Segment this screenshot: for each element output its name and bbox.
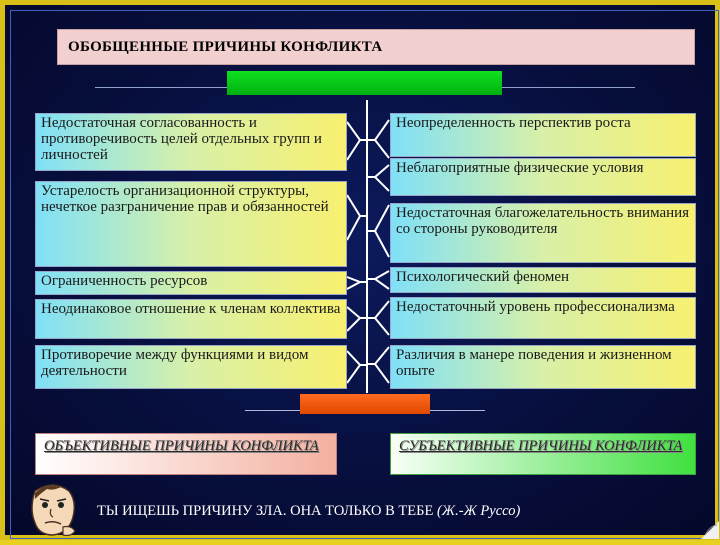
left-cause-3: Ограниченность ресурсов [35,271,347,295]
orange-bar [300,394,430,414]
right-cause-4: Психологический феномен [390,267,696,293]
right-cause-3: Недостаточная благожелательность внимания со стороны руководителя [390,203,696,263]
left-cause-4: Неодинаковое отношение к членам коллектива [35,299,347,339]
page-title: ОБОБЩЕННЫЕ ПРИЧИНЫ КОНФЛИКТА [57,29,695,65]
left-cause-1: Недостаточная согласованность и противоречивость целей отдельных групп и личностей [35,113,347,171]
right-cause-5: Недостаточный уровень профессионализма [390,297,696,339]
left-cause-2: Устарелость организационной структуры, нечеткое разграничение прав и обязанностей [35,181,347,267]
objective-causes-label: ОБЪЕКТИВНЫЕ ПРИЧИНЫ КОНФЛИКТА [35,433,337,475]
right-cause-1: Неопределенность перспектив роста [390,113,696,157]
subjective-causes-label: СУБЪЕКТИВНЫЕ ПРИЧИНЫ КОНФЛИКТА [390,433,696,475]
thinking-face-icon [25,481,81,539]
right-cause-6: Различия в манере поведения и жизненном опыте [390,345,696,389]
left-cause-5: Противоречие между функциями и видом деятельности [35,345,347,389]
quote-main: ТЫ ИЩЕШЬ ПРИЧИНУ ЗЛА. ОНА ТОЛЬКО В ТЕБЕ [97,503,434,519]
right-cause-2: Неблагоприятные физические условия [390,158,696,196]
quote-author: (Ж.-Ж Руссо) [436,503,521,519]
quote [97,503,697,520]
corner-curl-icon[interactable] [701,521,719,539]
